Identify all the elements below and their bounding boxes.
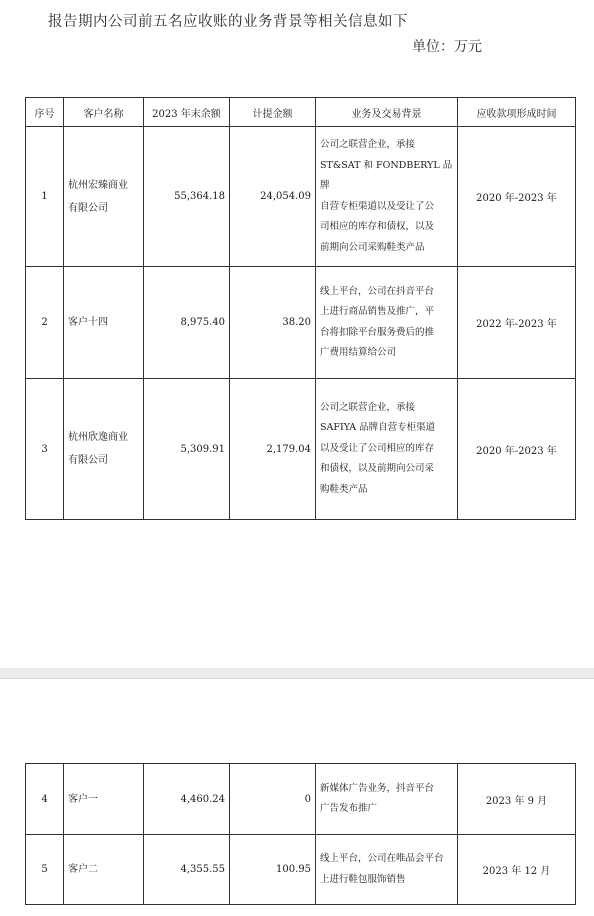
header-formation-time: 应收款项形成时间 xyxy=(458,98,576,127)
background-cell xyxy=(316,267,458,379)
page-break xyxy=(0,668,594,678)
customer-name xyxy=(64,764,144,835)
balance-cell: 5,309.91 xyxy=(144,379,230,520)
formation-time-cell: 2023 年 9 月 xyxy=(458,764,576,835)
background-line: 台将扣除平台服务费后的推 xyxy=(320,326,435,338)
formation-time-cell: 2022 年-2023 年 xyxy=(458,267,576,379)
background-line: 公司之联营企业，承接 xyxy=(320,139,416,150)
row-index: 2 xyxy=(26,267,64,379)
formation-time-cell: 2023 年 12 月 xyxy=(458,835,576,905)
background-line: 上进行鞋包服饰销售 xyxy=(320,873,406,885)
background-cell xyxy=(316,379,458,520)
customer-name xyxy=(64,835,144,905)
customer-name-line: 杭州欣逸商业 xyxy=(68,432,128,443)
row-index: 3 xyxy=(26,379,64,520)
unit-label: 单位：万元 xyxy=(412,39,482,55)
table-row xyxy=(26,127,576,267)
customer-name-line: 客户十四 xyxy=(68,317,108,328)
row-index: 4 xyxy=(26,764,64,835)
table-row xyxy=(26,267,576,379)
table-row xyxy=(26,764,576,835)
background-line: 自营专柜渠道以及受让了公 xyxy=(320,200,435,212)
customer-name-line: 有限公司 xyxy=(68,455,108,466)
customer-name-line: 客户二 xyxy=(68,864,98,875)
table-header-row xyxy=(26,98,576,127)
background-line: 以及受让了公司相应的库存 xyxy=(320,442,435,454)
balance-cell: 4,460.24 xyxy=(144,764,230,835)
page-break-divider xyxy=(0,678,594,679)
row-index: 1 xyxy=(26,127,64,267)
header-index: 序号 xyxy=(26,98,64,127)
background-line: 新媒体广告业务，抖音平台 xyxy=(320,782,435,794)
header-customer-name: 客户名称 xyxy=(64,98,144,127)
background-cell xyxy=(316,127,458,267)
background-line: ST&SAT 和 FONDBERYL 品牌 xyxy=(320,159,453,191)
header-background: 业务及交易背景 xyxy=(316,98,458,127)
provision-cell: 100.95 xyxy=(230,835,316,905)
background-line: 前期向公司采购鞋类产品 xyxy=(320,241,425,253)
background-line: 司相应的库存和债权，以及 xyxy=(320,221,435,232)
receivables-table-part-1 xyxy=(25,97,576,520)
background-line: SAFIYA 品牌自营专柜渠道 xyxy=(320,422,436,434)
balance-cell: 4,355.55 xyxy=(144,835,230,905)
background-line: 和债权，以及前期向公司采 xyxy=(320,463,435,475)
balance-cell: 55,364.18 xyxy=(144,127,230,267)
provision-cell: 24,054.09 xyxy=(230,127,316,267)
table-row xyxy=(26,379,576,520)
provision-cell: 0 xyxy=(230,764,316,835)
formation-time-cell: 2020 年-2023 年 xyxy=(458,127,576,267)
page-title: 报告期内公司前五名应收账的业务背景等相关信息如下 xyxy=(48,14,408,30)
background-line: 广告发布推广 xyxy=(320,803,378,814)
balance-cell: 8,975.40 xyxy=(144,267,230,379)
receivables-table-part-2 xyxy=(25,763,576,905)
background-line: 线上平台，公司在唯品会平台 xyxy=(320,853,444,864)
background-cell xyxy=(316,835,458,905)
provision-cell: 2,179.04 xyxy=(230,379,316,520)
customer-name xyxy=(64,267,144,379)
background-line: 上进行商品销售及推广，平 xyxy=(320,306,435,317)
formation-time-cell: 2020 年-2023 年 xyxy=(458,379,576,520)
customer-name xyxy=(64,379,144,520)
table-row xyxy=(26,835,576,905)
customer-name xyxy=(64,127,144,267)
provision-cell: 38.20 xyxy=(230,267,316,379)
row-index: 5 xyxy=(26,835,64,905)
customer-name-line: 杭州宏臻商业 xyxy=(68,179,128,191)
header-balance: 2023 年末余额 xyxy=(144,98,230,127)
background-line: 公司之联营企业，承接 xyxy=(320,401,416,413)
background-cell xyxy=(316,764,458,835)
header-provision: 计提金额 xyxy=(230,98,316,127)
background-line: 线上平台，公司在抖音平台 xyxy=(320,285,435,297)
customer-name-line: 有限公司 xyxy=(68,202,108,214)
customer-name-line: 客户一 xyxy=(68,793,98,805)
background-line: 广费用结算给公司 xyxy=(320,347,397,358)
background-line: 购鞋类产品 xyxy=(320,483,368,495)
